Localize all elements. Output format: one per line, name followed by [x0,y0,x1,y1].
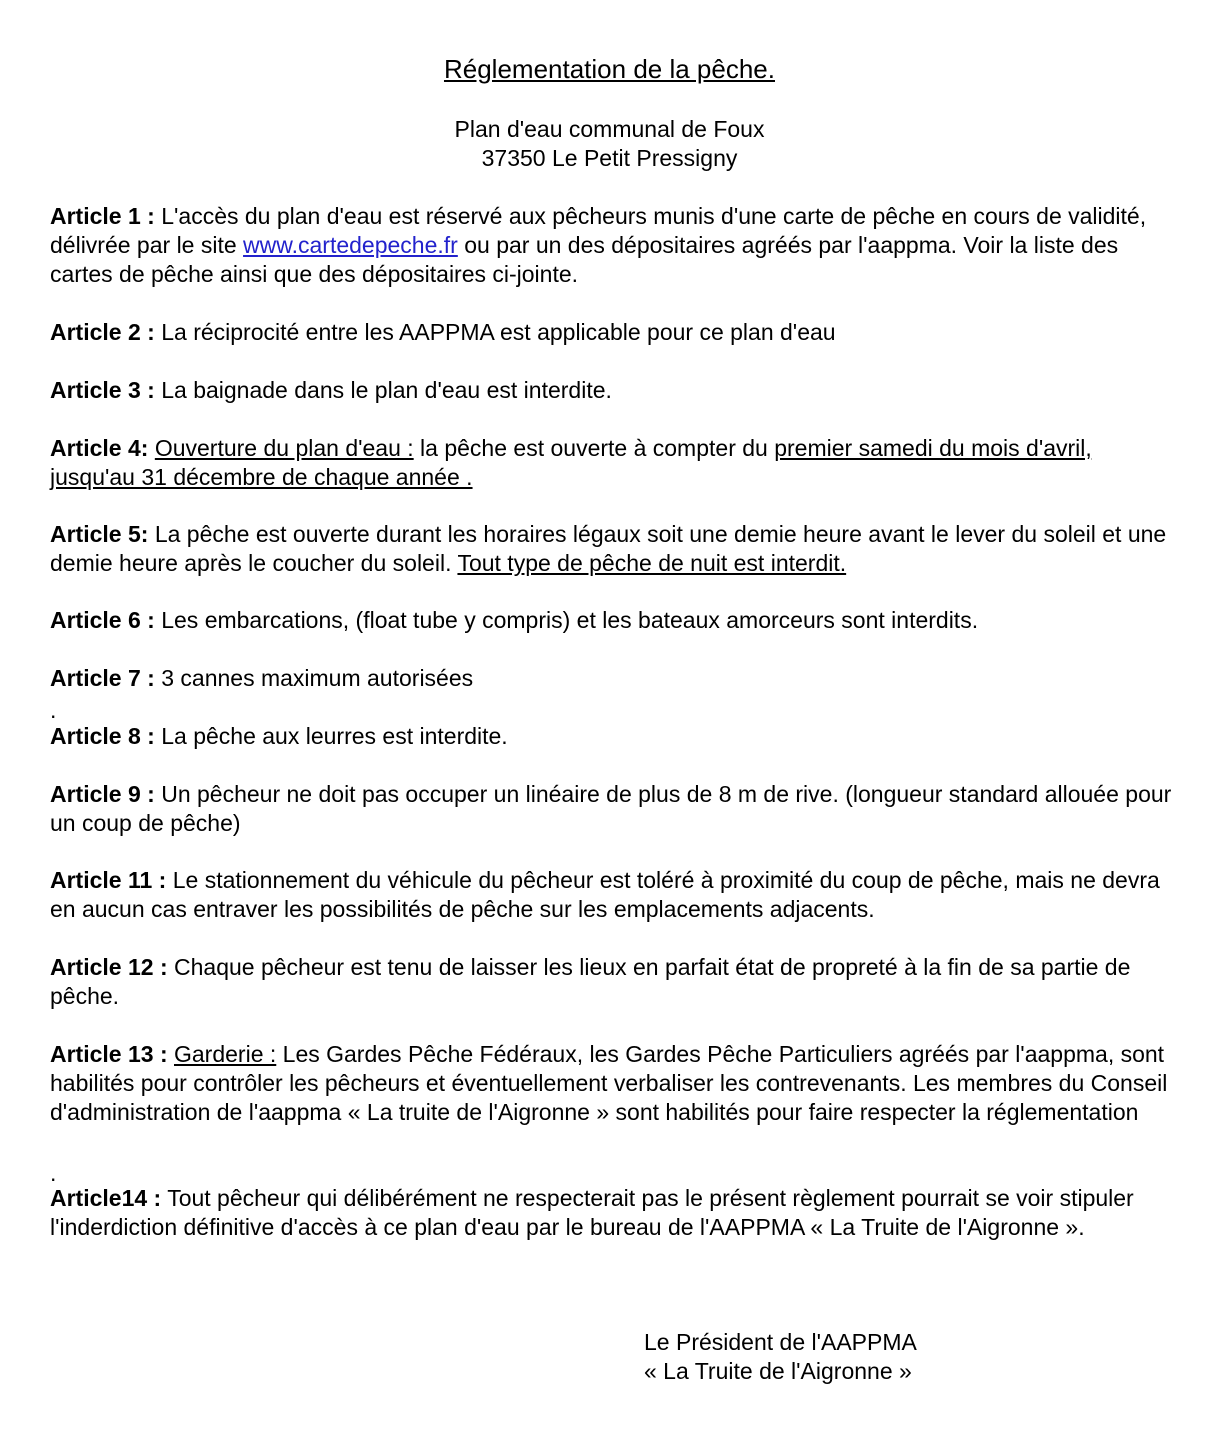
article-6-text: Les embarcations, (float tube y compris) et les bateaux amorceurs sont interdits. [154,607,979,633]
article-1-label: Article 1 : [50,203,155,229]
article-4-text: la pêche est ouverte à compter du [413,435,775,461]
article-9-text: Un pêcheur ne doit pas occuper un linéaire de plus de 8 m de rive. (longueur standard allouée pour un coup de pêche) [50,781,1172,836]
article-11 [50,866,1180,924]
article-14 [50,1184,1180,1242]
article-12-text: Chaque pêcheur est tenu de laisser les lieux en parfait état de propreté à la fin de sa partie de pêche. [50,954,1131,1009]
article-6-label: Article 6 : [50,607,155,633]
document-title [0,53,1219,85]
article-1-text-after: ou par un des dépositaires agréés par l'aappma. Voir la liste des cartes de pêche ainsi que des dépositaires ci-jointe. [50,232,1119,287]
article-3-label: Article 3 : [50,377,155,403]
article-6 [50,606,1180,635]
article-5-underline: Tout type de pêche de nuit est interdit. [457,550,847,576]
title-text: Réglementation de la pêche. [443,54,775,84]
article-1 [50,202,1180,289]
separator-dot-1: . [50,697,57,723]
article-4 [50,434,1180,492]
article-4-underline-dates: premier samedi du mois d'avril, jusqu'au 31 décembre de chaque année . [50,435,1092,490]
article-12-label: Article 12 : [50,954,168,980]
signature-line-1: Le Président de l'AAPPMA [644,1329,917,1355]
article-2-label: Article 2 : [50,319,155,345]
article-4-label: Article 4: [50,435,149,461]
separator-dot-2: . [50,1160,57,1186]
article-14-label: Article14 : [50,1185,162,1211]
cartedepeche-link[interactable]: www.cartedepeche.fr [243,232,458,258]
article-14-text: Tout pêcheur qui délibérément ne respecterait pas le présent règlement pourrait se voir stipuler l'inderdiction définitive d'accès à ce plan d'eau par le bureau de l'AAPPMA « La Truite de l'Aigronne ». [50,1185,1134,1240]
article-9-label: Article 9 : [50,781,155,807]
article-4-underline-opening: Ouverture du plan d'eau : [154,435,414,461]
article-5-text: La pêche est ouverte durant les horaires légaux soit une demie heure avant le lever du soleil et une demie heure après le coucher du soleil. [50,521,1167,576]
article-8 [50,722,1180,751]
signature-block [644,1328,917,1386]
article-7 [50,664,1180,693]
article-5 [50,520,1180,578]
article-12 [50,953,1180,1011]
article-2-text: La réciprocité entre les AAPPMA est applicable pour ce plan d'eau [154,319,836,345]
article-11-text: Le stationnement du véhicule du pêcheur est toléré à proximité du coup de pêche, mais ne devra en aucun cas entraver les possibilités de pêche sur les emplacements adjacents. [50,867,1160,922]
article-7-text: 3 cannes maximum autorisées [154,665,474,691]
article-9 [50,780,1180,838]
article-13-underline: Garderie : [174,1041,277,1067]
article-13-label: Article 13 : [50,1041,168,1067]
article-5-label: Article 5: [50,521,149,547]
article-7-label: Article 7 : [50,665,155,691]
subtitle-line-1: Plan d'eau communal de Foux [454,116,765,142]
article-3-text: La baignade dans le plan d'eau est interdite. [154,377,612,403]
subtitle [0,115,1219,173]
article-3 [50,376,1180,405]
article-13 [50,1040,1180,1127]
article-1-text-before: L'accès du plan d'eau est réservé aux pêcheurs munis d'une carte de pêche en cours de validité, délivrée par le site [50,203,1147,258]
subtitle-line-2: 37350 Le Petit Pressigny [481,145,738,171]
article-2 [50,318,1180,347]
article-8-label: Article 8 : [50,723,155,749]
signature-line-2: « La Truite de l'Aigronne » [644,1358,912,1384]
article-11-label: Article 11 : [50,867,167,893]
article-13-text: Les Gardes Pêche Fédéraux, les Gardes Pêche Particuliers agréés par l'aappma, sont habilités pour contrôler les pêcheurs et éventuellement verbaliser les contrevenants. Les membres du Conseil d'administration de l'aappma « La truite de l'Aigronne » sont habilités pour faire respecter la réglementation [50,1041,1168,1125]
article-8-text: La pêche aux leurres est interdite. [154,723,508,749]
